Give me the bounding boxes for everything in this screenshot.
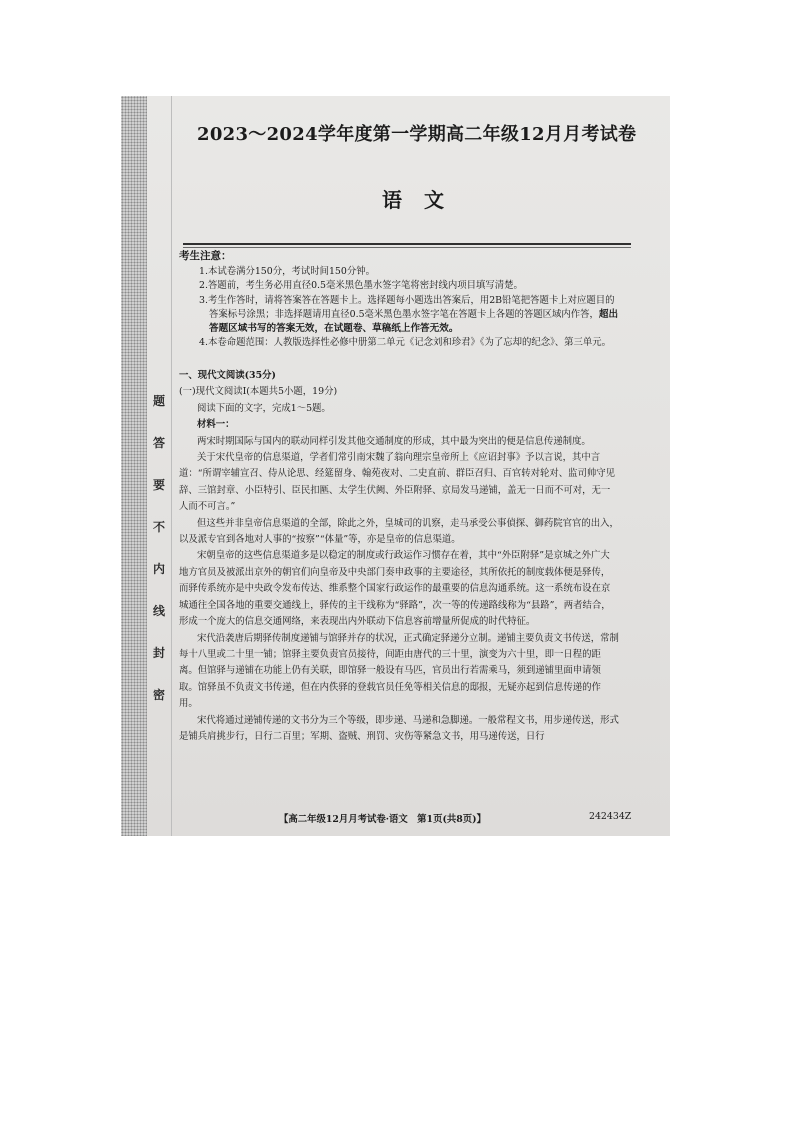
notice-item-bold: 超出答题区域书写的答案无效，在试题卷、草稿纸上作答无效。 [209, 308, 619, 335]
notice-item [179, 294, 619, 337]
page-footer [279, 811, 670, 825]
paper-code: 242434Z [589, 811, 632, 822]
paragraph: 宋代将通过递铺传递的文书分为三个等级，即步递、马递和急脚递。一般常程文书，用步递传送，形式是铺兵肩挑步行，日行二百里；军期、盗贼、刑罚、灾伤等紧急文书，用马递传送，日行 [179, 714, 619, 742]
notice-item-text: 3.考生作答时，请将答案答在答题卡上。选择题每小题选出答案后，用2B铅笔把答题卡上对应题目的答案标号涂黑；非选择题请用直径0.5毫米黑色墨水签字笔在答题卡上各题的答题区域内作答， [199, 294, 615, 320]
exam-page [179, 96, 665, 836]
seal-char: 题 [152, 394, 165, 408]
seal-char: 要 [152, 478, 165, 492]
paragraph: 但这些并非皇帝信息渠道的全部，除此之外，皇城司的讥察，走马承受公事偵探、御药院官官的出入，以及派专官到各地对人事的“按察”“体量”等，亦是皇帝的信息渠道。 [179, 517, 619, 546]
seal-line [147, 96, 172, 836]
notice-item: 2.答题前，考生务必用直径0.5毫米黑色墨水签字笔将密封线内项目填写清楚。 [199, 280, 523, 292]
notice-item: 4.本卷命题范围：人教版选择性必修中册第二单元《记念刘和珍君》《为了忘却的纪念》、第三单元。 [199, 337, 612, 349]
reading-section [179, 368, 619, 745]
sub-heading: (一)现代文阅读Ⅰ(本题共5小题，19分) [179, 386, 338, 398]
seal-char: 密 [152, 688, 165, 702]
seal-char: 封 [152, 646, 165, 660]
seal-char: 不 [152, 520, 165, 534]
seal-char: 答 [152, 436, 165, 450]
paragraph: 宋代沿袭唐后期驿传制度递铺与馆驿并存的状况，正式确定驿递分立制。递铺主要负责文书传送，常制每十八里或二十里一铺；馆驿主要负责官员接待，间距由唐代的三十里，演变为六十里，即一日程的距离。但馆驿与递铺在功能上仍有关联，即馆驿一般设有马匹，官员出行若需乘马，须到递铺里面申请领取。馆驿虽不负责文书传递，但在内佚驿的登载官员任免等相关信息的邸报，无疑亦起到信息传递的作用。 [179, 632, 619, 710]
exam-photo [121, 96, 670, 836]
header-rule-thin [183, 247, 631, 248]
footer-text: 【高二年级12月月考试卷·语文 第1页(共8页)】 [279, 814, 486, 825]
seal-char: 内 [152, 562, 165, 576]
material-label: 材料一： [197, 419, 235, 431]
paragraph: 关于宋代皇帝的信息渠道，学者们常引南宋魏了翁向理宗皇帝所上《应诏封事》予以言说，其中言道：“所谓宰辅宣召、侍从论思、经筵留身、翰苑夜对、二史直前、群臣召归、百官转对轮对、监司帅守见辞、三馆封章、小臣特引、臣民扣匦、太学生伏阙、外臣附驿、京局发马递铺，盖无一日而不可对，无一人而不可言。” [179, 452, 616, 513]
notice-item: 1.本试卷满分150分，考试时间150分钟。 [199, 266, 375, 278]
seal-char: 线 [152, 604, 165, 618]
exam-title: 2023～2024学年度第一学期高二年级12月月考试卷 [197, 124, 637, 145]
subject-title: 语文 [382, 188, 466, 212]
paragraph: 宋朝皇帝的这些信息渠道多是以稳定的制度或行政运作习惯存在着，其中“外臣附驿”是京城之外广大地方官员及被派出京外的朝官们向皇帝及中央部门奏申政事的主要途径，其所依托的制度载体便是驿传，而驿传系统亦是中央政令发布传达、维系整个国家行政运作的最重要的信息沟通系统。这一系统布设在京城通往全国各地的重要交通线上，驿传的主干线称为“驿路”，次一等的传递路线称为“县路”，两者结合，形成一个庞大的信息交通网络，来表现出内外联动下信息容前增量所促成的时代特征。 [179, 550, 611, 628]
header-rule [183, 243, 631, 245]
instruction: 阅读下面的文字，完成1～5题。 [197, 402, 331, 414]
notice-heading: 考生注意： [179, 250, 232, 262]
section-heading: 一、现代文阅读(35分) [179, 370, 276, 381]
candidate-notice [179, 249, 619, 350]
paragraph: 两宋时期国际与国内的联动同样引发其他交通制度的形成，其中最为突出的便是信息传递制度。 [197, 435, 591, 447]
binding-strip [121, 96, 147, 836]
